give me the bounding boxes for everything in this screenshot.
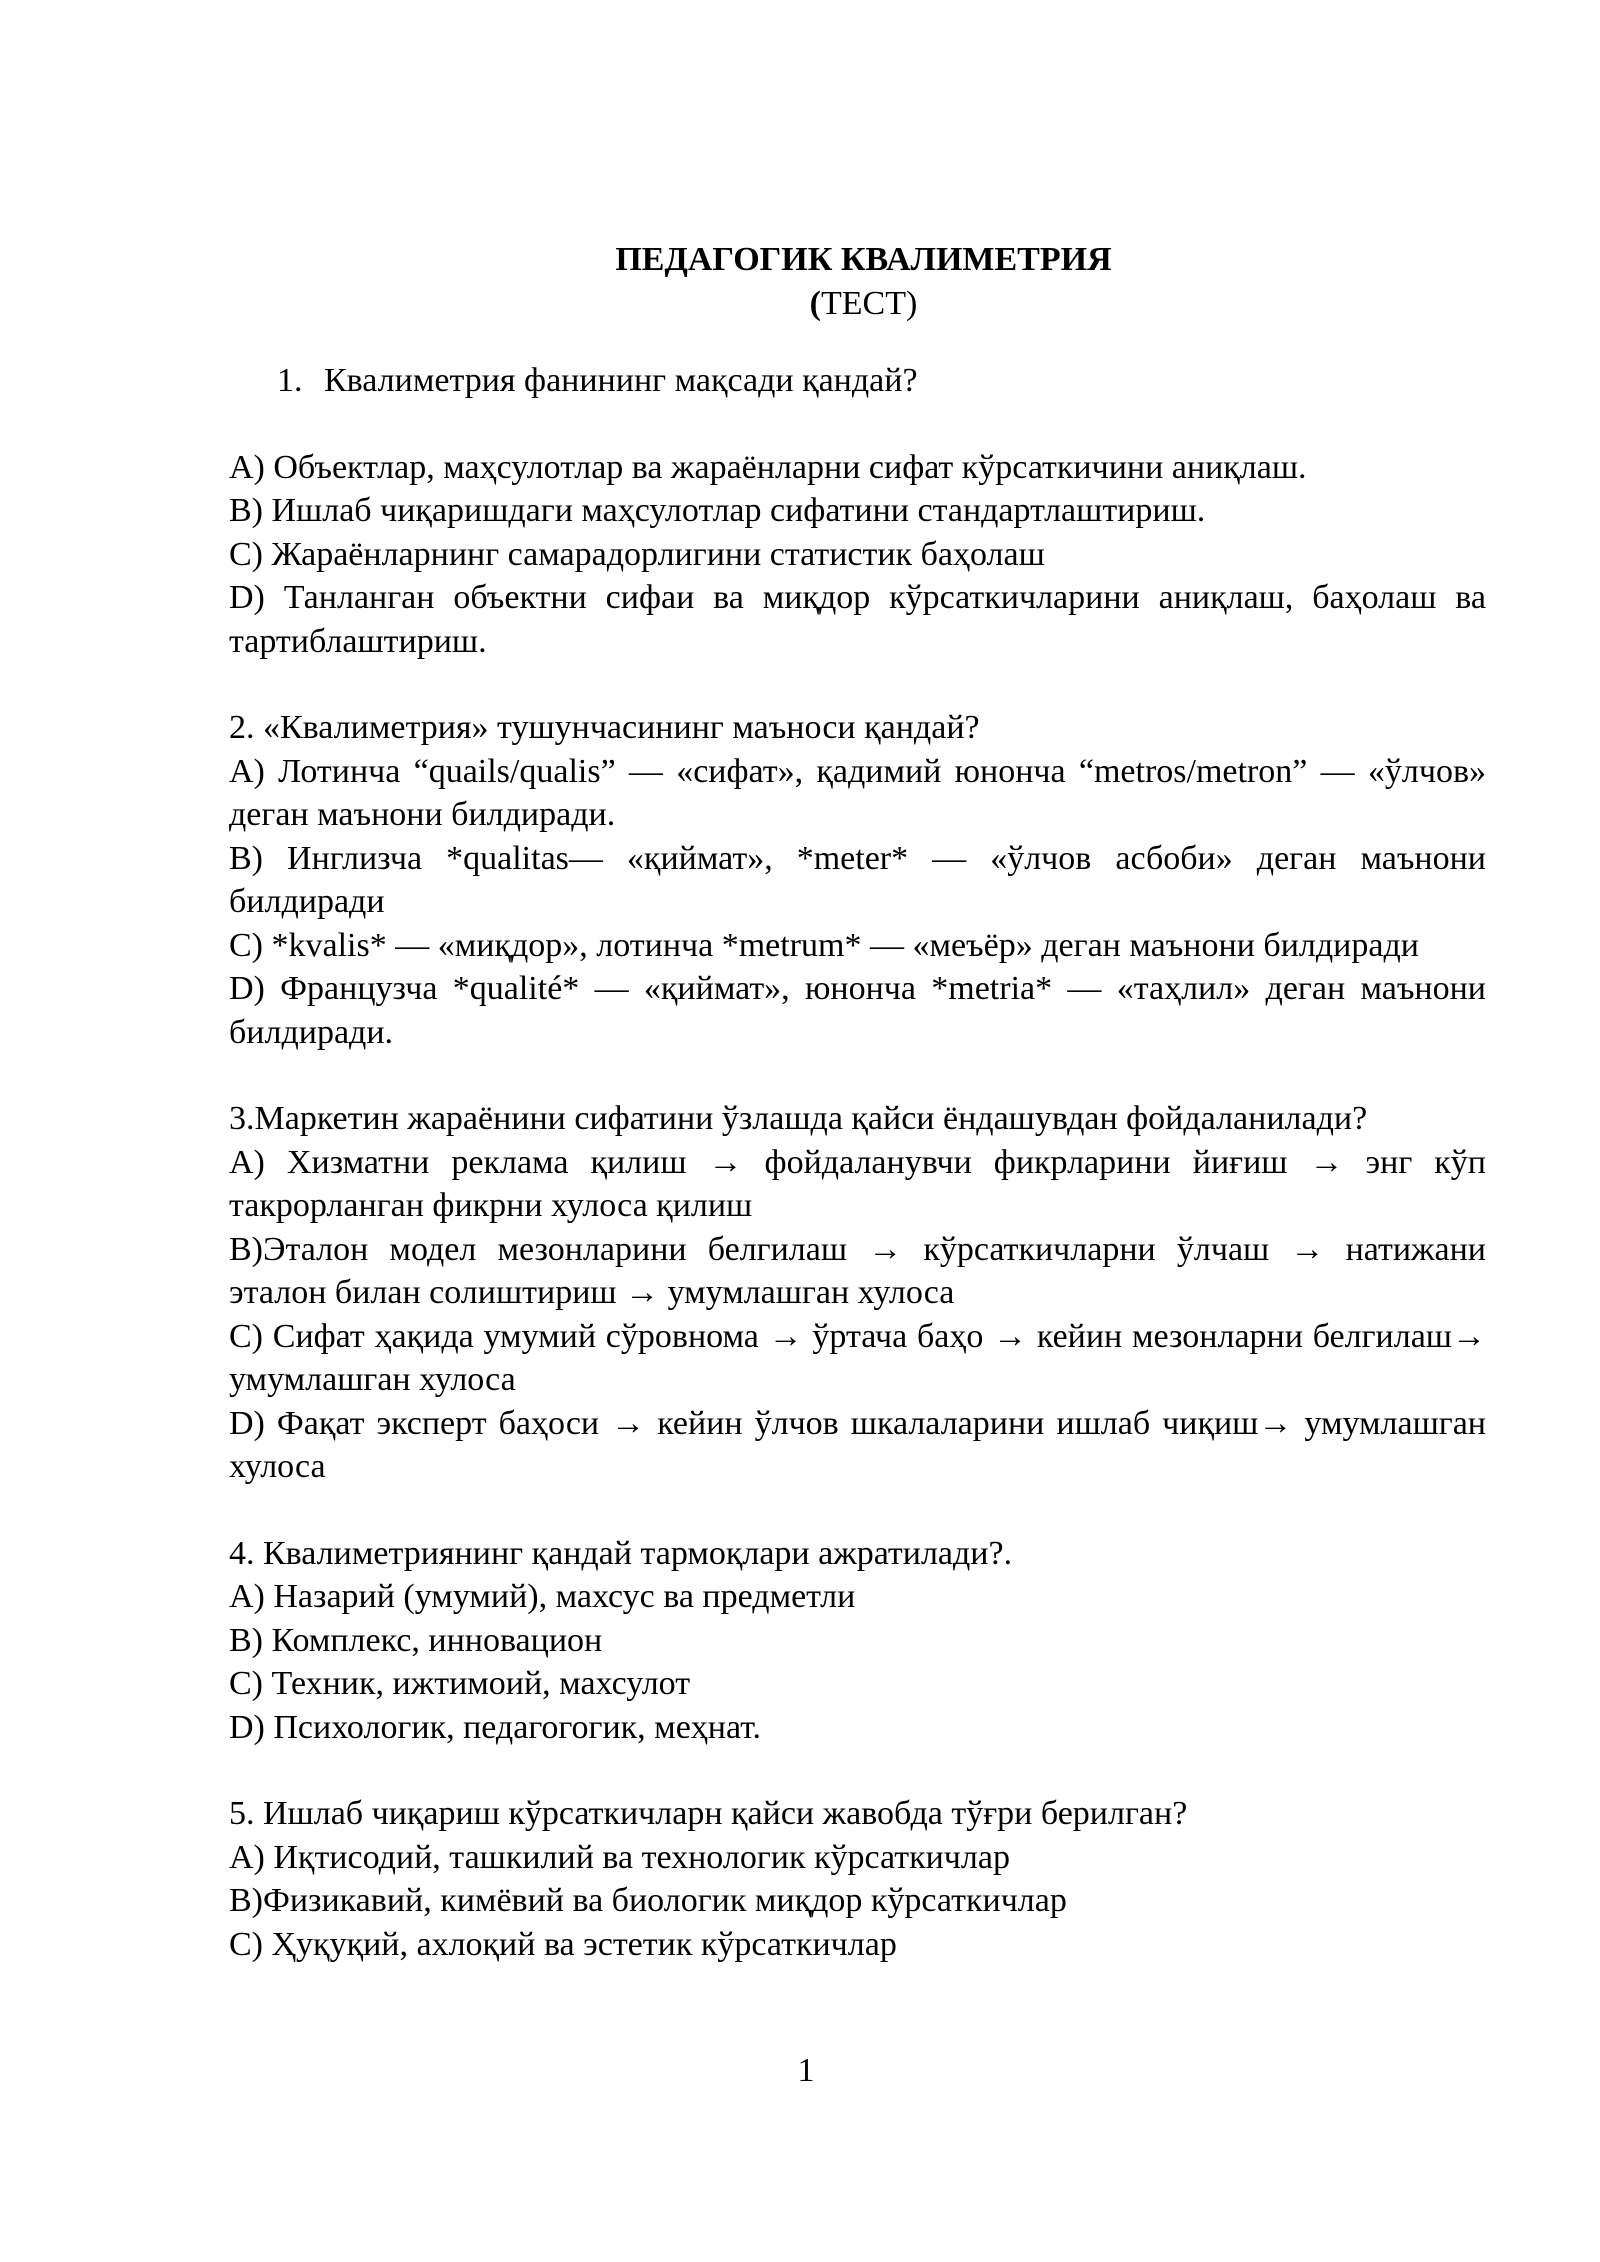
question-1 bbox=[229, 359, 1486, 403]
question-2-text: 2. «Квалиметрия» тушунчасининг маъноси қандай? bbox=[229, 709, 980, 746]
question-4 bbox=[229, 1532, 1486, 1750]
question-1-number: 1. bbox=[277, 362, 303, 399]
option-2c: C) *kvalis* — «миқдор», лотинча *metrum* — «меъёр» деган маънони билдиради bbox=[229, 926, 1419, 964]
option-3c: C) Сифат ҳақида умумий сўровнома → ўртача баҳо → кейин мезонларни белгилаш→ умумлашган хулоса bbox=[229, 1317, 1486, 1398]
option-4c: С) Техник, ижтимоий, махсулот bbox=[229, 1665, 691, 1702]
option-1a: А) Объектлар, маҳсулотлар ва жараёнларни сифат кўрсаткичини аниқлаш. bbox=[229, 448, 1307, 486]
option-4a: А) Назарий (умумий), махсус ва предметли bbox=[229, 1578, 856, 1615]
option-4b: В) Комплекс, инновацион bbox=[229, 1621, 603, 1659]
document-subtitle bbox=[229, 282, 1486, 326]
question-5-text: 5. Ишлаб чиқариш кўрсаткичларн қайси жавобда тўғри берилган? bbox=[229, 1795, 1188, 1832]
option-5c: С) Ҳуқуқий, ахлоқий ва эстетик кўрсаткичлар bbox=[229, 1925, 897, 1963]
option-1c: С) Жараёнларнинг самарадорлигини статистик баҳолаш bbox=[229, 535, 1045, 573]
document-page bbox=[229, 238, 1486, 1966]
question-3 bbox=[229, 1097, 1486, 1489]
question-1-options bbox=[229, 446, 1486, 664]
question-5 bbox=[229, 1792, 1486, 1966]
option-1d: D) Танланган объектни сифаи ва миқдор кўрсаткичларини аниқлаш, баҳолаш ва тартиблаштириш. bbox=[229, 579, 1486, 660]
option-5b: В)Физикавий, кимёвий ва биологик миқдор кўрсаткичлар bbox=[229, 1882, 1067, 1919]
option-2a: А) Лотинча “quails/qualis” — «сифат», қадимий юнонча “metros/metron” — «ўлчов» деган маънони билдиради. bbox=[229, 752, 1486, 833]
option-1b: В) Ишлаб чиқаришдаги маҳсулотлар сифатини стандартлаштириш. bbox=[229, 492, 1206, 529]
question-4-text: 4. Квалиметриянинг қандай тармоқлари ажратилади?. bbox=[229, 1534, 1013, 1572]
question-1-text: Квалиметрия фанининг мақсади қандай? bbox=[324, 362, 918, 399]
subtitle-text: ТЕСТ) bbox=[821, 284, 918, 322]
document-title: ПЕДАГОГИК КВАЛИМЕТРИЯ bbox=[615, 241, 1112, 278]
option-5a: А) Иқтисодий, ташкилий ва технологик кўрсаткичлар bbox=[229, 1838, 1010, 1876]
question-2 bbox=[229, 706, 1486, 1054]
option-3b: B)Эталон модел мезонларини белгилаш → кўрсаткичларни ўлчаш → натижани эталон билан солиштириш → умумлашган хулоса bbox=[229, 1230, 1486, 1311]
option-4d: D) Психологик, педагогогик, меҳнат. bbox=[229, 1708, 761, 1746]
option-3d: D) Фақат эксперт баҳоси → кейин ўлчов шкалаларини ишлаб чиқиш→ умумлашган хулоса bbox=[229, 1404, 1486, 1485]
subtitle-paren: ( bbox=[809, 284, 821, 322]
page-number: 1 bbox=[797, 2052, 815, 2089]
option-2d: D) Французча *qualité* — «қиймат», юнонча *metria* — «таҳлил» деган маънони билдиради. bbox=[229, 970, 1486, 1051]
question-3-text: 3.Маркетин жараёнини сифатини ўзлашда қайси ёндашувдан фойдаланилади? bbox=[229, 1100, 1368, 1137]
option-2b: B) Инглизча *qualitas— «қиймат», *meter* — «ўлчов асбоби» деган маънони билдиради bbox=[229, 839, 1486, 920]
option-3a: А) Хизматни реклама қилиш → фойдаланувчи фикрларини йиғиш → энг кўп такрорланган фикрни хулоса қилиш bbox=[229, 1143, 1486, 1224]
